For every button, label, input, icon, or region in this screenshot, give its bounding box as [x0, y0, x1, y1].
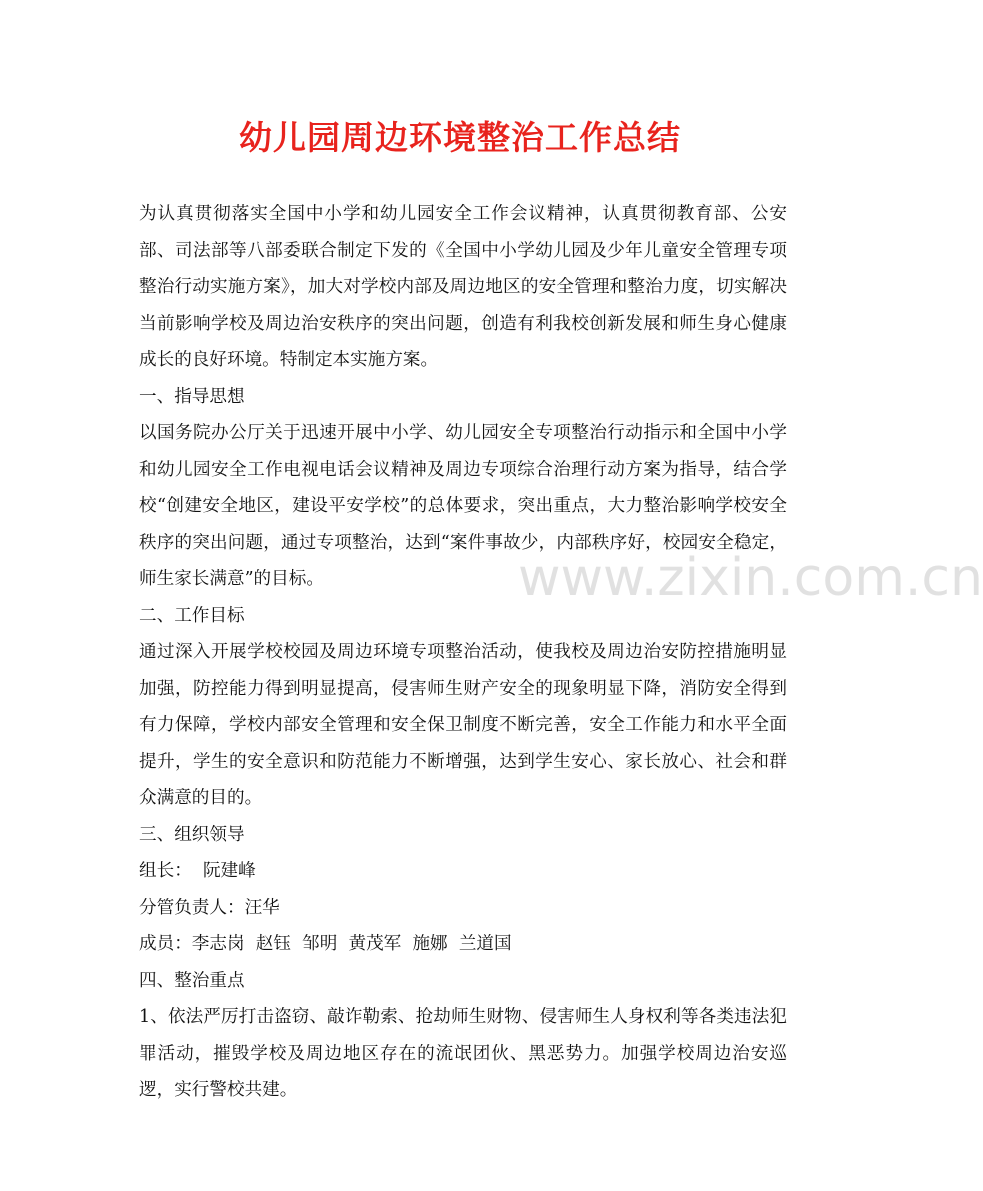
section-heading-organization: 三、组织领导 [139, 824, 245, 845]
section-heading-key-points: 四、整治重点 [139, 970, 245, 991]
team-members-line: 成员：李志岗 赵钰 邹明 黄茂军 施娜 兰道国 [139, 934, 512, 954]
watermark-text: www.zixin.com.cn [518, 548, 983, 608]
section-heading-work-goals: 二、工作目标 [139, 605, 245, 626]
document-body [139, 196, 787, 1109]
guiding-thought-paragraph: 以国务院办公厅关于迅速开展中小学、幼儿园安全专项整治行动指示和全国中小学和幼儿园安全工作电视电话会议精神及周边专项综合治理行动方案为指导，结合学校“创建安全地区，建设平安学校”的总体要求，突出重点，大力整治影响学校安全秩序的突出问题，通过专项整治，达到“案件事故少，内部秩序好，校园安全稳定，师生家长满意”的目标。 [139, 423, 787, 589]
document-title: 幼儿园周边环境整治工作总结 [239, 118, 681, 157]
work-goals-paragraph: 通过深入开展学校校园及周边环境专项整治活动，使我校及周边治安防控措施明显加强，防控能力得到明显提高，侵害师生财产安全的现象明显下降，消防安全得到有力保障，学校内部安全管理和安全保卫制度不断完善，安全工作能力和水平全面提升，学生的安全意识和防范能力不断增强，达到学生安心、家长放心、社会和群众满意的目的。 [139, 642, 787, 808]
section-heading-guiding-thought: 一、指导思想 [139, 386, 245, 407]
team-leader-line: 组长： 阮建峰 [139, 861, 256, 881]
intro-paragraph: 为认真贯彻落实全国中小学和幼儿园安全工作会议精神，认真贯彻教育部、公安部、司法部等八部委联合制定下发的《全国中小学幼儿园及少年儿童安全管理专项整治行动实施方案》，加大对学校内部及周边地区的安全管理和整治力度，切实解决当前影响学校及周边治安秩序的突出问题，创造有利我校创新发展和师生身心健康成长的良好环境。特制定本实施方案。 [139, 204, 787, 370]
key-point-1-paragraph: 1、依法严厉打击盗窃、敲诈勒索、抢劫师生财物、侵害师生人身权利等各类违法犯罪活动，摧毁学校及周边地区存在的流氓团伙、黑恶势力。加强学校周边治安巡逻，实行警校共建。 [139, 1007, 787, 1100]
deputy-leader-line: 分管负责人：汪华 [139, 897, 280, 918]
